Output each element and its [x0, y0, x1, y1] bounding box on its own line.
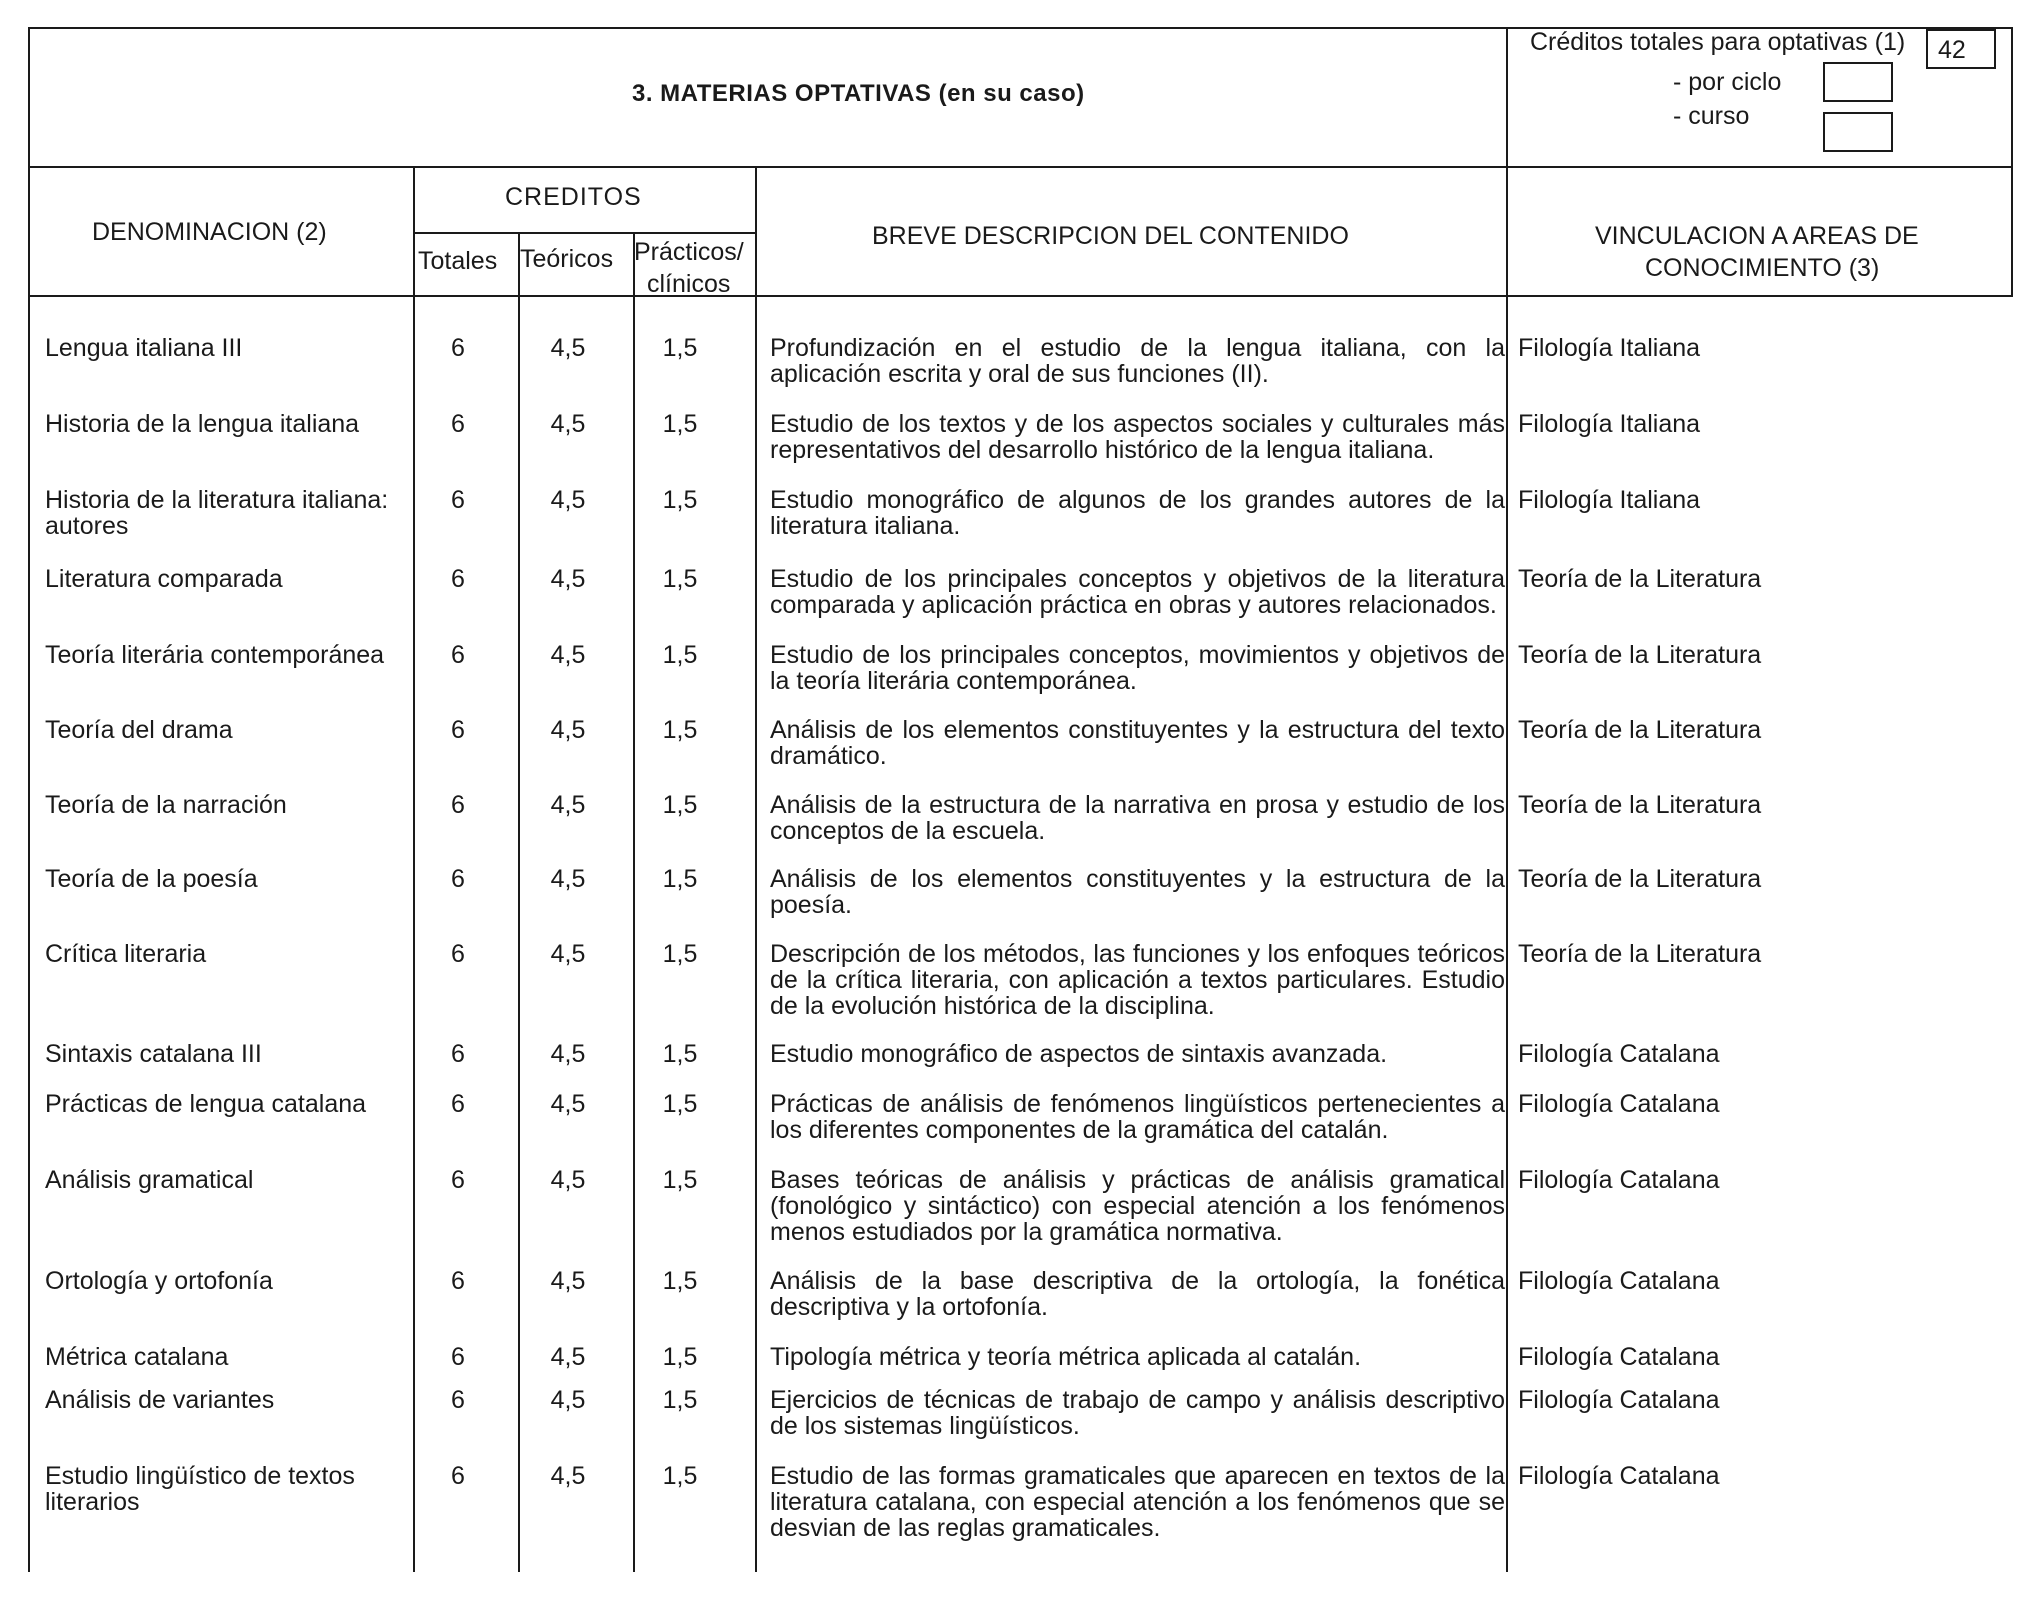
area-cell: Filología Catalana — [1518, 1267, 1720, 1295]
descripcion-cell: Tipología métrica y teoría métrica aplicada al catalán. — [770, 1343, 1362, 1371]
right-border — [2011, 27, 2013, 297]
teoricos-cell: 4,5 — [550, 1267, 586, 1295]
teoricos-cell: 4,5 — [550, 486, 586, 514]
area-cell: Teoría de la Literatura — [1518, 716, 1762, 744]
teoricos-cell: 4,5 — [550, 334, 586, 362]
per-cycle-label: - por ciclo — [1673, 68, 1782, 96]
descripcion-cell: Descripción de los métodos, las funciones y los enfoques teóricos de la crítica literaria, con aplicación a textos particulares. Estudio de la evolución histórica de la disciplina. — [770, 940, 1505, 1020]
totales-cell: 6 — [451, 410, 465, 438]
descripcion-cell: Estudio de las formas gramaticales que aparecen en textos de la literatura catalana, con especial atención a los fenómenos que se desvian de las reglas gramaticales. — [770, 1462, 1505, 1542]
per-cycle-box[interactable] — [1823, 62, 1893, 102]
descripcion-cell: Análisis de los elementos constituyentes y la estructura del texto dramático. — [770, 716, 1505, 770]
col-header-vinculacion-2: CONOCIMIENTO (3) — [1645, 254, 1880, 282]
denominacion-cell: Métrica catalana — [45, 1343, 229, 1371]
denominacion-cell: Análisis de variantes — [45, 1386, 275, 1414]
col-header-practicos: Prácticos/ — [634, 238, 744, 266]
practicos-cell: 1,5 — [662, 1040, 698, 1068]
practicos-cell: 1,5 — [662, 865, 698, 893]
teoricos-cell: 4,5 — [550, 1166, 586, 1194]
section-title: 3. MATERIAS OPTATIVAS (en su caso) — [632, 80, 1085, 107]
descripcion-cell: Estudio de los principales conceptos, movimientos y objetivos de la teoría literária contemporánea. — [770, 641, 1505, 695]
denominacion-cell: Crítica literaria — [45, 940, 207, 968]
totales-cell: 6 — [451, 1386, 465, 1414]
totales-cell: 6 — [451, 486, 465, 514]
denominacion-cell: Ortología y ortofonía — [45, 1267, 273, 1295]
teoricos-cell: 4,5 — [550, 641, 586, 669]
practicos-cell: 1,5 — [662, 791, 698, 819]
totales-cell: 6 — [451, 865, 465, 893]
descripcion-cell: Análisis de la estructura de la narrativa en prosa y estudio de los conceptos de la escuela. — [770, 791, 1505, 845]
area-cell: Filología Italiana — [1518, 486, 1701, 514]
denominacion-cell: Teoría literária contemporánea — [45, 641, 385, 669]
denominacion-cell: Teoría de la poesía — [45, 865, 258, 893]
area-cell: Teoría de la Literatura — [1518, 865, 1762, 893]
col-header-denominacion: DENOMINACION (2) — [92, 218, 327, 246]
totales-cell: 6 — [451, 940, 465, 968]
denominacion-cell: Prácticas de lengua catalana — [45, 1090, 367, 1118]
teoricos-cell: 4,5 — [550, 1090, 586, 1118]
total-credits-box[interactable] — [1926, 29, 1996, 69]
denominacion-cell: Teoría del drama — [45, 716, 233, 744]
creditos-divider — [413, 232, 755, 234]
area-cell: Teoría de la Literatura — [1518, 791, 1762, 819]
teoricos-cell: 4,5 — [550, 865, 586, 893]
teoricos-cell: 4,5 — [550, 1462, 586, 1490]
totales-cell: 6 — [451, 1267, 465, 1295]
practicos-cell: 1,5 — [662, 1166, 698, 1194]
denominacion-cell: Literatura comparada — [45, 565, 283, 593]
area-cell: Filología Catalana — [1518, 1040, 1720, 1068]
col-header-clinicos: clínicos — [647, 270, 731, 298]
teoricos-cell: 4,5 — [550, 410, 586, 438]
per-course-box[interactable] — [1823, 112, 1893, 152]
descripcion-cell: Estudio monográfico de aspectos de sintaxis avanzada. — [770, 1040, 1388, 1068]
area-cell: Teoría de la Literatura — [1518, 565, 1762, 593]
denominacion-cell: Historia de la literatura italiana: autores — [45, 486, 389, 540]
teoricos-cell: 4,5 — [550, 791, 586, 819]
descripcion-cell: Estudio monográfico de algunos de los grandes autores de la literatura italiana. — [770, 486, 1505, 540]
descripcion-cell: Prácticas de análisis de fenómenos lingüísticos pertenecientes a los diferentes componentes de la gramática del catalán. — [770, 1090, 1505, 1144]
practicos-cell: 1,5 — [662, 486, 698, 514]
totales-cell: 6 — [451, 1462, 465, 1490]
column-header-bottom — [28, 295, 2013, 297]
area-cell: Filología Catalana — [1518, 1166, 1720, 1194]
practicos-cell: 1,5 — [662, 940, 698, 968]
area-cell: Filología Catalana — [1518, 1386, 1720, 1414]
area-cell: Filología Catalana — [1518, 1462, 1720, 1490]
denominacion-cell: Lengua italiana III — [45, 334, 243, 362]
practicos-cell: 1,5 — [662, 641, 698, 669]
practicos-cell: 1,5 — [662, 716, 698, 744]
per-course-label: - curso — [1673, 102, 1750, 130]
area-cell: Filología Catalana — [1518, 1343, 1720, 1371]
descripcion-cell: Profundización en el estudio de la lengua italiana, con la aplicación escrita y oral de sus funciones (II). — [770, 334, 1505, 388]
col-line-5 — [1506, 27, 1508, 1572]
teoricos-cell: 4,5 — [550, 716, 586, 744]
totales-cell: 6 — [451, 641, 465, 669]
totales-cell: 6 — [451, 791, 465, 819]
col-header-vinculacion-1: VINCULACION A AREAS DE — [1595, 222, 1919, 250]
practicos-cell: 1,5 — [662, 334, 698, 362]
denominacion-cell: Estudio lingüístico de textos literarios — [45, 1462, 355, 1516]
totales-cell: 6 — [451, 716, 465, 744]
left-border — [28, 27, 30, 1572]
teoricos-cell: 4,5 — [550, 940, 586, 968]
totales-cell: 6 — [451, 1090, 465, 1118]
practicos-cell: 1,5 — [662, 410, 698, 438]
teoricos-cell: 4,5 — [550, 1343, 586, 1371]
col-header-totales: Totales — [418, 247, 498, 275]
area-cell: Filología Italiana — [1518, 410, 1701, 438]
header-divider — [28, 166, 2013, 168]
denominacion-cell: Sintaxis catalana III — [45, 1040, 262, 1068]
descripcion-cell: Bases teóricas de análisis y prácticas de análisis gramatical (fonológico y sintáctico) con especial atención a los fenómenos menos estudiados por la gramática normativa. — [770, 1166, 1505, 1246]
descripcion-cell: Análisis de los elementos constituyentes y la estructura de la poesía. — [770, 865, 1505, 919]
descripcion-cell: Estudio de los textos y de los aspectos sociales y culturales más representativos del desarrollo histórico de la lengua italiana. — [770, 410, 1505, 464]
teoricos-cell: 4,5 — [550, 565, 586, 593]
area-cell: Teoría de la Literatura — [1518, 641, 1762, 669]
descripcion-cell: Ejercicios de técnicas de trabajo de campo y análisis descriptivo de los sistemas lingüísticos. — [770, 1386, 1505, 1440]
totales-cell: 6 — [451, 334, 465, 362]
col-header-creditos: CREDITOS — [505, 183, 642, 211]
total-credits-label: Créditos totales para optativas (1) — [1530, 28, 1906, 56]
practicos-cell: 1,5 — [662, 1386, 698, 1414]
totales-cell: 6 — [451, 1166, 465, 1194]
descripcion-cell: Estudio de los principales conceptos y objetivos de la literatura comparada y aplicación práctica en obras y autores relacionados. — [770, 565, 1505, 619]
totales-cell: 6 — [451, 1040, 465, 1068]
teoricos-cell: 4,5 — [550, 1040, 586, 1068]
area-cell: Filología Catalana — [1518, 1090, 1720, 1118]
practicos-cell: 1,5 — [662, 565, 698, 593]
area-cell: Filología Italiana — [1518, 334, 1701, 362]
col-line-4 — [755, 166, 757, 1572]
totales-cell: 6 — [451, 1343, 465, 1371]
denominacion-cell: Historia de la lengua italiana — [45, 410, 360, 438]
totales-cell: 6 — [451, 565, 465, 593]
practicos-cell: 1,5 — [662, 1090, 698, 1118]
practicos-cell: 1,5 — [662, 1462, 698, 1490]
practicos-cell: 1,5 — [662, 1267, 698, 1295]
denominacion-cell: Teoría de la narración — [45, 791, 287, 819]
descripcion-cell: Análisis de la base descriptiva de la ortología, la fonética descriptiva y la ortofonía. — [770, 1267, 1505, 1321]
practicos-cell: 1,5 — [662, 1343, 698, 1371]
area-cell: Teoría de la Literatura — [1518, 940, 1762, 968]
col-header-teoricos: Teóricos — [520, 245, 614, 273]
teoricos-cell: 4,5 — [550, 1386, 586, 1414]
col-header-descripcion: BREVE DESCRIPCION DEL CONTENIDO — [872, 222, 1349, 250]
denominacion-cell: Análisis gramatical — [45, 1166, 254, 1194]
total-credits-value: 42 — [1938, 36, 1966, 64]
